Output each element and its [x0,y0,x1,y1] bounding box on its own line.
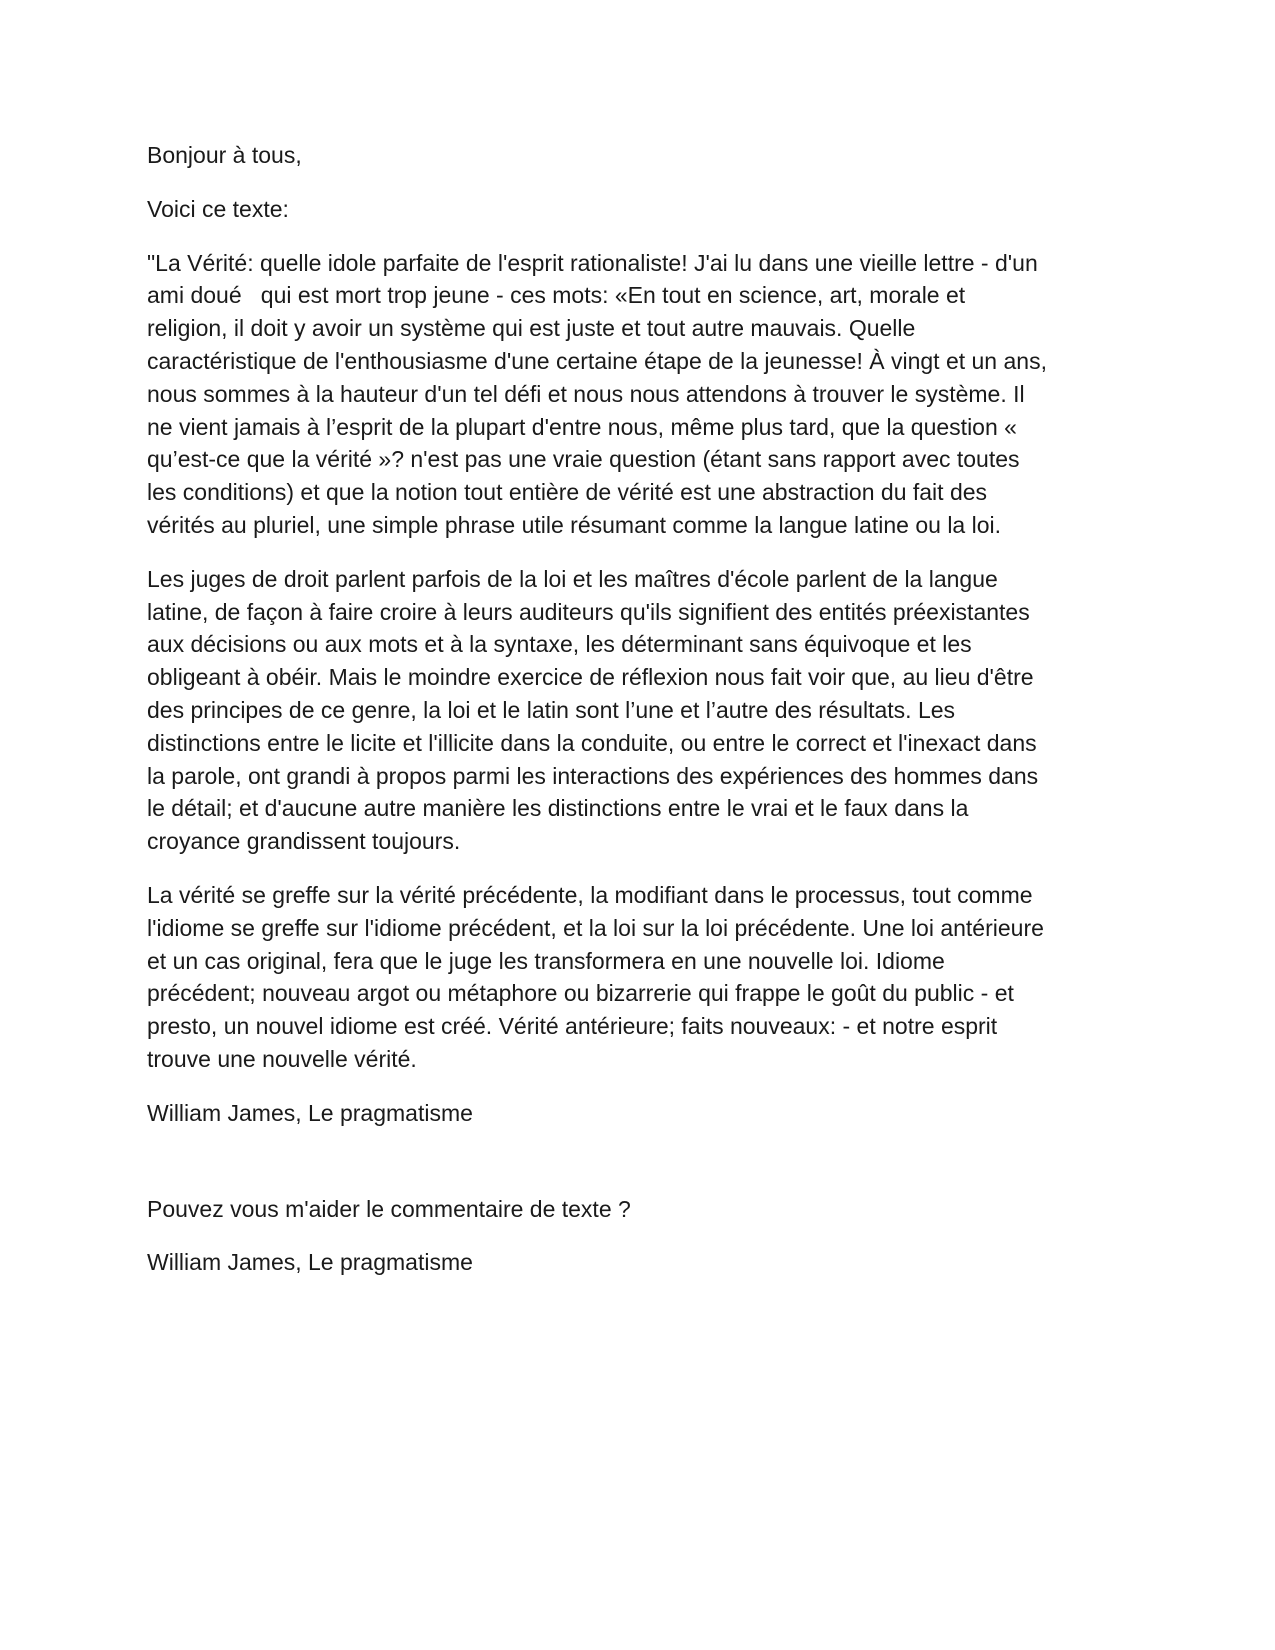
text-line: ne vient jamais à l’esprit de la plupart d'entre nous, même plus tard, que la question « [147,413,1017,440]
attribution: William James, Le pragmatisme [147,1099,473,1126]
text-line: La vérité se greffe sur la vérité précédente, la modifiant dans le processus, tout comme [147,881,1033,908]
text-line: des principes de ce genre, la loi et le latin sont l’une et l’autre des résultats. Les [147,696,956,723]
text-line: l'idiome se greffe sur l'idiome précédent, et la loi sur la loi précédente. Une loi antérieure [147,914,1044,941]
spacer [147,1151,1137,1193]
text-line: distinctions entre le licite et l'illicite dans la conduite, ou entre le correct et l'inexact dans [147,729,1037,756]
text-line: presto, un nouvel idiome est créé. Vérité antérieure; faits nouveaux: - et notre esprit [147,1013,998,1040]
text-line: la parole, ont grandi à propos parmi les interactions des expériences des hommes dans [147,762,1039,789]
text-line: religion, il doit y avoir un système qui est juste et tout autre mauvais. Quelle [147,315,916,342]
text-line: précédent; nouveau argot ou métaphore ou bizarrerie qui frappe le goût du public - et [147,980,1014,1007]
text-line: trouve une nouvelle vérité. [147,1045,417,1072]
text-line: et un cas original, fera que le juge les transformera en une nouvelle loi. Idiome [147,947,945,974]
text-line: vérités au pluriel, une simple phrase utile résumant comme la langue latine ou la loi. [147,511,1002,538]
attribution-repeat: William James, Le pragmatisme [147,1249,473,1276]
text-line: croyance grandissent toujours. [147,828,461,855]
text-line: qu’est-ce que la vérité »? n'est pas une vraie question (étant sans rapport avec toutes [147,446,1020,473]
text-line: obligeant à obéir. Mais le moindre exercice de réflexion nous fait voir que, au lieu d'être [147,664,1034,691]
quote-paragraph-2 [147,563,1137,858]
text-line: le détail; et d'aucune autre manière les distinctions entre le vrai et le faux dans la [147,795,969,822]
text-line: caractéristique de l'enthousiasme d'une certaine étape de la jeunesse! À vingt et un ans, [147,347,1047,374]
text-line: ami doué qui est mort trop jeune - ces mots: «En tout en science, art, morale et [147,282,966,309]
text-line: latine, de façon à faire croire à leurs auditeurs qu'ils signifient des entités préexistantes [147,598,1030,625]
document-body [147,139,1137,1300]
text-line: "La Vérité: quelle idole parfaite de l'esprit rationaliste! J'ai lu dans une vieille lettre - d'un [147,249,1038,276]
text-line: Les juges de droit parlent parfois de la loi et les maîtres d'école parlent de la langue [147,565,998,592]
text-line: nous sommes à la hauteur d'un tel défi et nous nous attendons à trouver le système. Il [147,380,1025,407]
quote-paragraph-3 [147,879,1137,1076]
text-line: aux décisions ou aux mots et à la syntaxe, les déterminant sans équivoque et les [147,631,972,658]
question: Pouvez vous m'aider le commentaire de texte ? [147,1195,631,1222]
quote-paragraph-1 [147,247,1137,542]
text-line: les conditions) et que la notion tout entière de vérité est une abstraction du fait des [147,479,988,506]
intro: Voici ce texte: [147,195,289,222]
greeting: Bonjour à tous, [147,142,302,168]
